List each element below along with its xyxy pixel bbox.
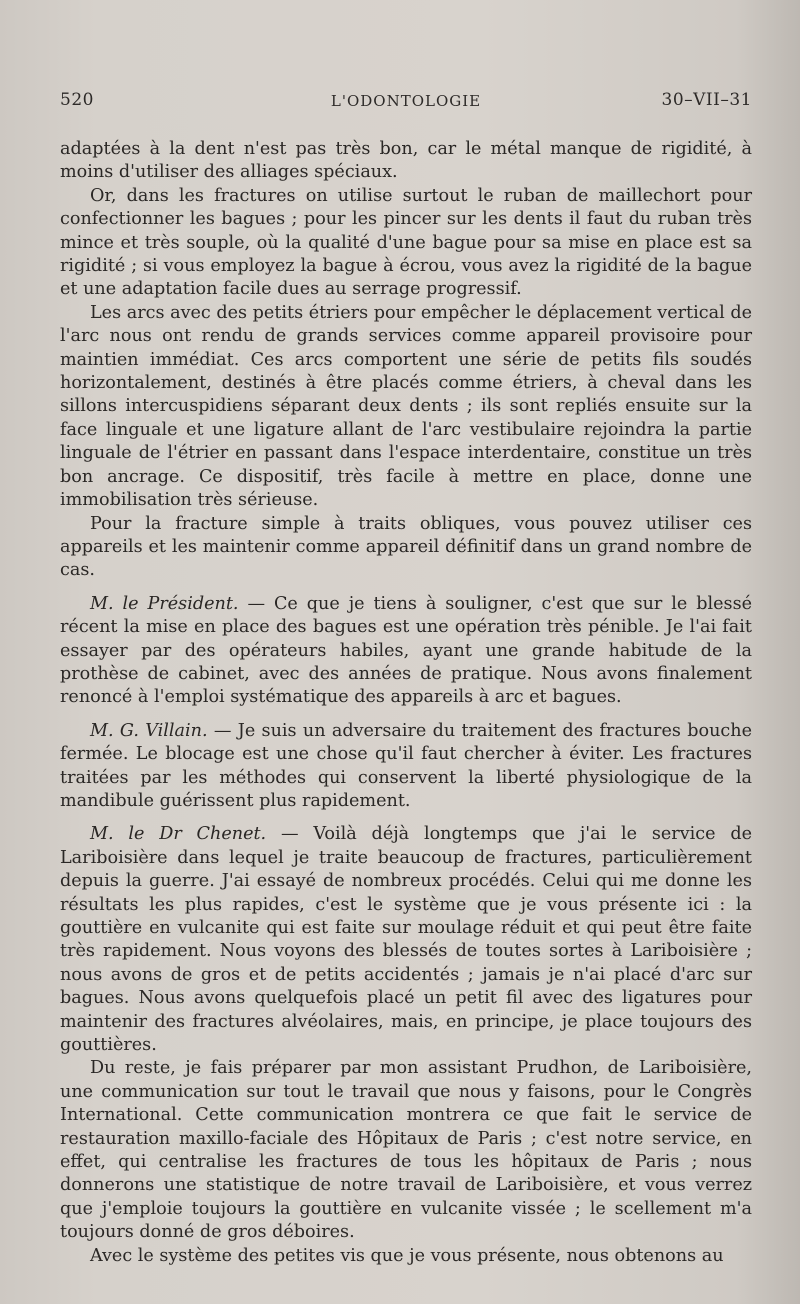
- speech-paragraph: [60, 823, 752, 1057]
- speech-text: — Je suis un adversaire du traitement des fractures bouche fermée. Le blocage est une chose qu'il faut chercher à éviter. Les fractures traitées par les méthodes qui conservent la liberté physiologique de la mandibule guérissent plus rapidement.: [60, 720, 752, 811]
- paragraph: adaptées à la dent n'est pas très bon, car le métal manque de rigidité, à moins d'utiliser des alliages spéciaux.: [60, 139, 752, 183]
- article-body: [60, 138, 752, 1268]
- page-number: 520: [60, 90, 94, 110]
- speech-paragraph: [60, 720, 752, 814]
- speaker-name: M. le Dr Chenet.: [90, 824, 267, 845]
- speaker-name: M. le Président.: [90, 593, 239, 614]
- paragraph: Pour la fracture simple à traits obliques, vous pouvez utiliser ces appareils et les maintenir comme appareil définitif dans un grand nombre de cas.: [60, 513, 752, 581]
- running-header: [60, 90, 752, 116]
- paragraph: Les arcs avec des petits étriers pour empêcher le déplacement vertical de l'arc nous ont rendu de grands services comme appareil provisoire pour maintien immédiat. Ces arcs comportent une série de petits fils soudés horizontalement, destinés à être placés comme étriers, à cheval dans les sillons intercuspidiens séparant deux dents ; ils sont repliés ensuite sur la face linguale et une ligature allant de l'arc vestibulaire rejoindra la partie linguale de l'étrier en passant dans l'espace interdentaire, constitue un très bon ancrage. Ce dispositif, très facile à mettre en place, donne une immobilisation très sérieuse.: [60, 302, 752, 511]
- paragraph: Du reste, je fais préparer par mon assistant Prudhon, de Lariboisière, une communication sur tout le travail que nous y faisons, pour le Congrès International. Cette communication montrera ce que fait le service de restauration maxillo-faciale des Hôpitaux de Paris ; c'est notre service, en effet, qui centralise les fractures de tous les hôpitaux de Paris ; nous donnerons une statistique de notre travail de Lariboisière, et vous verrez que j'emploie toujours la gouttière en vulcanite vissée ; le scellement m'a toujours donné de gros déboires.: [60, 1058, 752, 1243]
- speech-paragraph: [60, 593, 752, 710]
- issue-date: 30–VII–31: [661, 90, 752, 110]
- speech-text: — Voilà déjà longtemps que j'ai le service de Lariboisière dans lequel je traite beaucoup de fractures, particulièrement depuis la guerre. J'ai essayé de nombreux procédés. Celui qui me donne les résultats les plus rapides, c'est le système que je vous présente ici : la gouttière en vulcanite qui est faite sur moulage réduit et qui peut être faite très rapidement. Nous voyons des blessés de toutes sortes à Lariboisière ; nous avons de gros et de petits accidentés ; jamais je n'ai placé d'arc sur bagues. Nous avons quelquefois placé un petit fil avec des ligatures pour maintenir des fractures alvéolaires, mais, en principe, je place toujours des gouttières.: [60, 824, 752, 1056]
- speaker-name: M. G. Villain.: [90, 720, 208, 741]
- paragraph: Or, dans les fractures on utilise surtout le ruban de maillechort pour confectionner les bagues ; pour les pincer sur les dents il faut du ruban très mince et très souple, où la qualité d'une bague pour sa mise en place est sa rigidité ; si vous employez la bague à écrou, vous avez la rigidité de la bague et une adaptation facile dues au serrage progressif.: [60, 185, 752, 300]
- speech-text: — Ce que je tiens à souligner, c'est que sur le blessé récent la mise en place des bagues est une opération très pénible. Je l'ai fait essayer par des opérateurs habiles, ayant une grande habitude de la prothèse de cabinet, avec des années de pratique. Nous avons finalement renoncé à l'emploi systématique des appareils à arc et bagues.: [60, 593, 753, 708]
- journal-title: L'ODONTOLOGIE: [330, 92, 482, 110]
- paragraph: Avec le système des petites vis que je vous présente, nous obtenons au: [90, 1245, 724, 1266]
